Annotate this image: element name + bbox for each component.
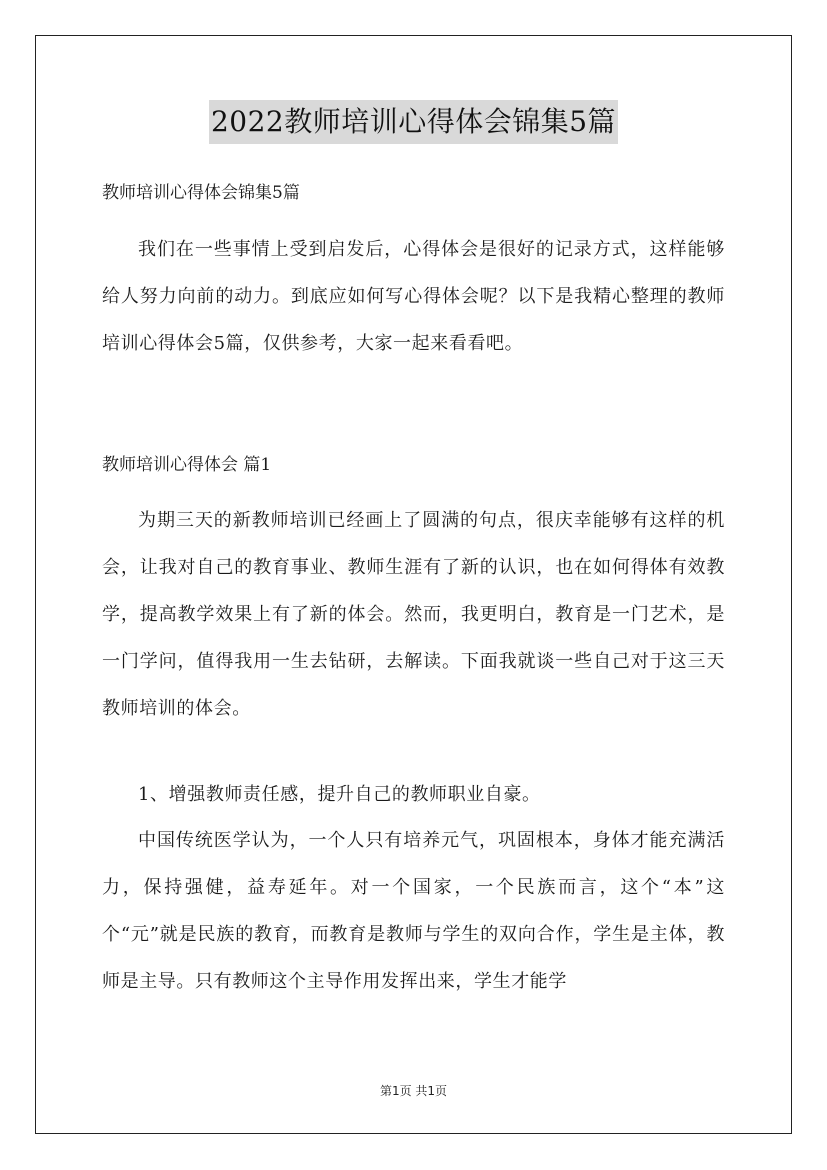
title-container — [0, 100, 827, 144]
intro-paragraph: 我们在一些事情上受到启发后，心得体会是很好的记录方式，这样能够给人努力向前的动力。到底应如何写心得体会呢？以下是我精心整理的教师培训心得体会5篇，仅供参考，大家一起来看看吧。 — [102, 239, 725, 354]
document-title: 2022教师培训心得体会锦集5篇 — [209, 100, 618, 144]
numbered-point: 1、增强教师责任感，提升自己的教师职业自豪。 — [138, 784, 541, 805]
page-footer: 第1页 共1页 — [379, 1084, 448, 1098]
section-paragraph: 为期三天的新教师培训已经画上了圆满的句点，很庆幸能够有这样的机会，让我对自己的教育事业、教师生涯有了新的认识，也在如何得体有效教学，提高教学效果上有了新的体会。然而，我更明白，教育是一门艺术，是一门学问，值得我用一生去钻研，去解读。下面我就谈一些自己对于这三天教师培训的体会。 — [102, 510, 725, 719]
document-subtitle: 教师培训心得体会锦集5篇 — [102, 183, 300, 203]
point-paragraph: 中国传统医学认为，一个人只有培养元气，巩固根本，身体才能充满活力，保持强健，益寿延年。对一个国家，一个民族而言，这个“本”这个“元”就是民族的教育，而教育是教师与学生的双向合作，学生是主体，教师是主导。只有教师这个主导作用发挥出来，学生才能学 — [102, 830, 725, 992]
section-heading: 教师培训心得体会 篇1 — [102, 455, 272, 475]
